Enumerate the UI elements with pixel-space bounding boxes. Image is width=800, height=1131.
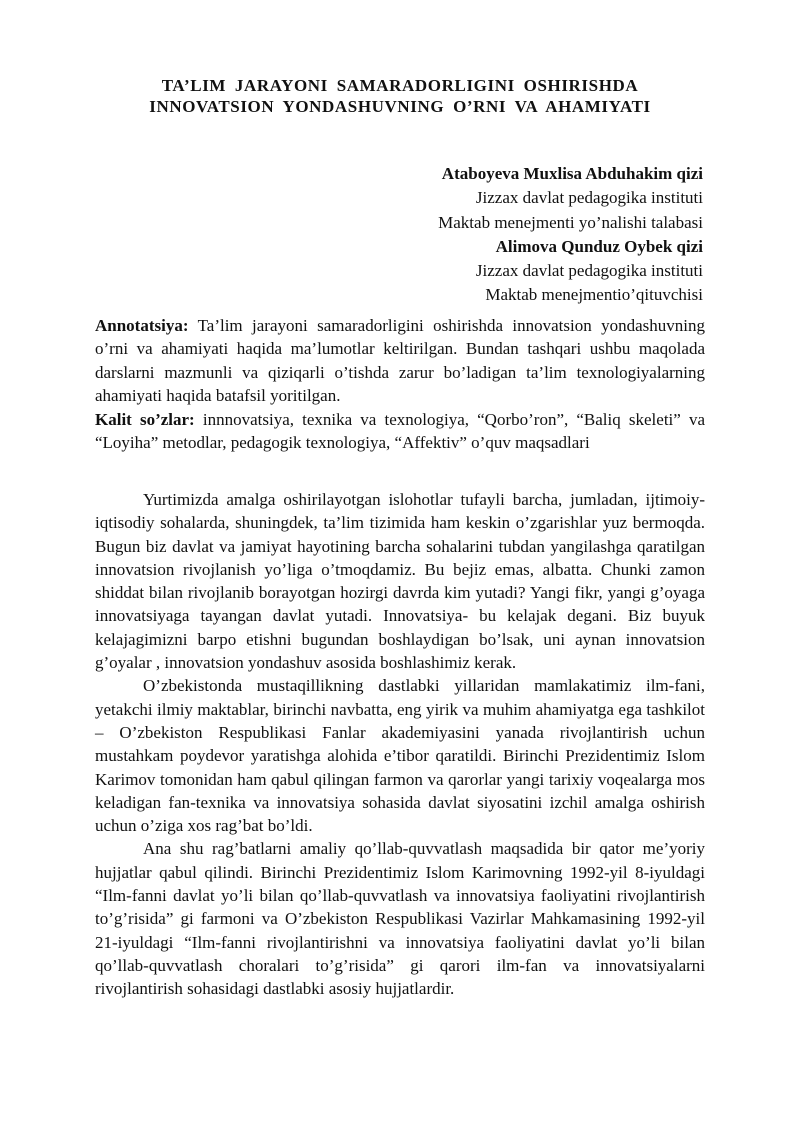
body-paragraph: Yurtimizda amalga oshirilayotgan islohotlar tufayli barcha, jumladan, ijtimoiy-iqtisodiy sohalarda, shuningdek, ta’lim tizimida ham keskin o’zgarishlar yuz bermoqda. Bugun biz davlat va jamiyat hayotining barcha sohalarini tubdan yangilashga qaratilgan innovatsion rivojlanish yo’liga o’tmoqdamiz. Bu bejiz emas, albatta. Chunki zamon shiddat bilan rivojlanib borayotgan hozirgi davrda kim yutadi? Yangi fikr, yangi g’oyaga innovatsiyaga tayangan davlat yutadi. Innovatsiya- bu kelajak degani. Biz buyuk kelajagimizni barpo etishni bugundan boshlaydigan bo’lsak, uni aynan innovatsion g’oyalar , innovatsion yondashuv asosida boshlashimiz kerak.	[95, 490, 705, 673]
annotation-section	[95, 314, 705, 407]
article-body	[95, 488, 705, 1001]
title-line-2: INNOVATSION YONDASHUVNING O’RNI VA AHAMIYATI	[149, 97, 651, 116]
author-role: Maktab menejmentio’qituvchisi	[485, 285, 703, 305]
annotation-label: Annotatsiya:	[95, 316, 189, 335]
keywords-section	[95, 408, 705, 455]
author-role: Maktab menejmenti yo’nalishi talabasi	[438, 212, 703, 232]
author-affiliation: Jizzax davlat pedagogika instituti	[475, 261, 703, 281]
keywords-text: innnovatsiya, texnika va texnologiya, “Qorbo’ron”, “Baliq skeleti” va “Loyiha” metodlar, pedagogik texnologiya, “Affektiv” o’quv maqsadlari	[95, 410, 705, 453]
body-paragraph: Ana shu rag’batlarni amaliy qo’llab-quvvatlash maqsadida bir qator me’yoriy hujjatlar qabul qilindi. Birinchi Prezidentimiz Islom Karimovning 1992-yil 8-iyuldagi “Ilm-fanni davlat yo’li bilan qo’llab-quvvatlash va innovatsiya faoliyatini rivojlantirish to’g’risida” gi farmoni va O’zbekiston Respublikasi Vazirlar Mahkamasining 1992-yil 21-iyuldagi “Ilm-fanni rivojlantirishni va innovatsiya faoliyatini davlat yo’li bilan qo’llab-quvvatlash choralari to’g’risida” gi qarori ilm-fan va innovatsiyalarni rivojlantirish sohasidagi dastlabki asosiy hujjatlardir.	[95, 839, 705, 999]
author-block	[283, 162, 703, 308]
body-paragraph: O’zbekistonda mustaqillikning dastlabki yillaridan mamlakatimiz ilm-fani, yetakchi ilmiy maktablar, birinchi navbatta, eng yirik va muhim ahamiyatga ega tashkilot – O’zbekiston Respublikasi Fanlar akademiyasini yanada rivojlantirish uchun mustahkam poydevor yaratishga alohida e’tibor qaratildi. Birinchi Prezidentimiz Islom Karimov tomonidan ham qabul qilingan farmon va qarorlar yangi tarixiy voqealarga mos keladigan fan-texnika va innovatsiya sohasida davlat siyosatini izchil amalga oshirish uchun o’ziga xos rag’bat bo’ldi.	[95, 676, 705, 836]
author-name: Alimova Qunduz Oybek qizi	[495, 236, 703, 256]
title-line-1: TA’LIM JARAYONI SAMARADORLIGINI OSHIRISHDA	[161, 76, 639, 95]
author-affiliation: Jizzax davlat pedagogika instituti	[475, 188, 703, 208]
annotation-text: Ta’lim jarayoni samaradorligini oshirishda innovatsion yondashuvning o’rni va ahamiyati haqida ma’lumotlar keltirilgan. Bundan tashqari ushbu maqolada darslarni mazmunli va qiziqarli o’tishda zarur bo’ladigan ta’lim texnologiyalarning ahamiyati haqida batafsil yoritilgan.	[95, 316, 705, 405]
author-name: Ataboyeva Muxlisa Abduhakim qizi	[441, 164, 703, 183]
keywords-label: Kalit so’zlar:	[95, 410, 195, 429]
article-title	[95, 75, 705, 117]
